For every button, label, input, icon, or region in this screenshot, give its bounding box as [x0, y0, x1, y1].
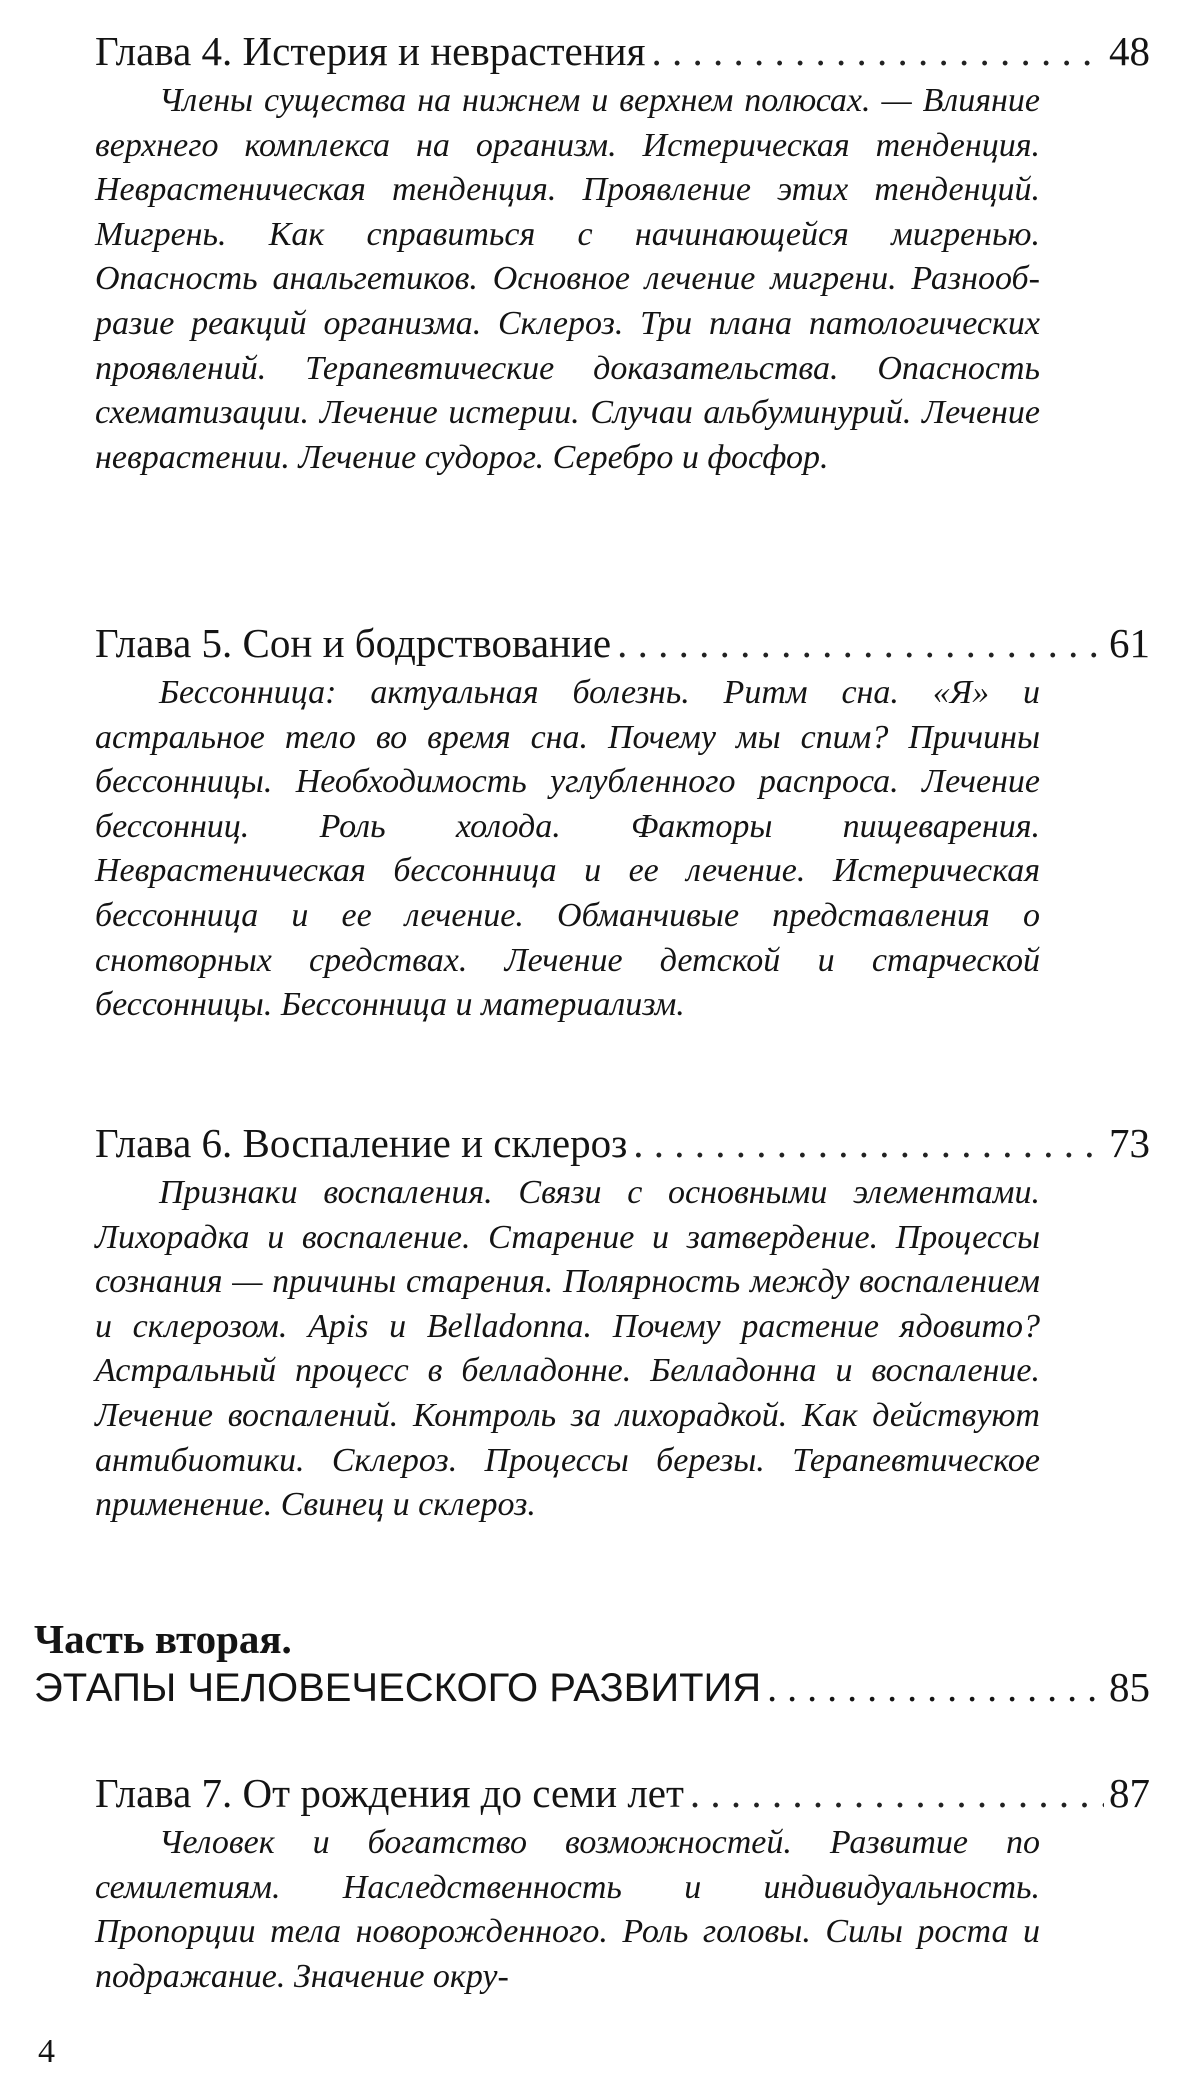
chapter-page-number: 87 [1109, 1770, 1150, 1816]
dot-leader [645, 26, 1104, 76]
chapter-heading [95, 1118, 1150, 1168]
chapter-summary: Признаки воспаления. Связи с основными элементами. Лихорадка и воспаление. Старение и затвердение. Процессы сознания — причины старения. Полярность между воспалением и склерозом. Apis и Belladonna. Почему растение ядовито? Астральный процесс в белладонне. Белладонна и воспаление. Лечение воспалений. Контроль за лихорадкой. Как действуют антибиотики. Склероз. Процессы березы. Терапевтическое применение. Свинец и склероз. [95, 1174, 1040, 1524]
dot-leader [611, 618, 1104, 668]
chapter-heading [95, 618, 1150, 668]
page-number: 4 [38, 2033, 55, 2070]
toc-chapter-5 [95, 618, 1150, 1028]
part-title: ЭТАПЫ ЧЕЛОВЕЧЕСКОГО РАЗВИТИЯ [34, 1666, 762, 1710]
chapter-summary: Человек и богатство возможностей. Развитие по семилетиям. Наследственность и индивидуальность. Пропорции тела новорожденного. Роль головы. Силы роста и подражание. Значение окру- [95, 1824, 1040, 1995]
dot-leader [684, 1768, 1104, 1818]
toc-chapter-7 [95, 1768, 1150, 1999]
chapter-title: Глава 4. Истерия и неврастения [95, 28, 646, 74]
part-label: Часть вторая. [34, 1616, 292, 1662]
chapter-heading [95, 1768, 1150, 1818]
toc-part-two [34, 1616, 1150, 1713]
chapter-summary: Члены существа на нижнем и верхнем полюсах. — Влияние верхнего комплекса на организм. Истерическая тенденция. Неврастеническая тенденция. Проявление этих тенденций. Мигрень. Как справиться с начинающейся мигренью. Опасность анальгетиков. Основное лечение мигрени. Разнообразие реакций организма. Склероз. Три плана патологических проявлений. Терапевтические доказательства. Опасность схематизации. Лечение истерии. Случаи альбуминурий. Лечение неврастении. Лечение судорог. Серебро и фосфор. [95, 82, 1040, 476]
chapter-page-number: 73 [1109, 1120, 1150, 1166]
chapter-title: Глава 7. От рождения до семи лет [95, 1770, 684, 1816]
chapter-title: Глава 6. Воспаление и склероз [95, 1120, 628, 1166]
chapter-page-number: 48 [1109, 28, 1150, 74]
toc-chapter-4 [95, 26, 1150, 480]
chapter-title: Глава 5. Сон и бодрствование [95, 620, 612, 666]
dot-leader [627, 1118, 1104, 1168]
part-heading [34, 1662, 1150, 1713]
chapter-heading [95, 26, 1150, 76]
chapter-summary: Бессонница: актуальная болезнь. Ритм сна. «Я» и астральное тело во время сна. Почему мы спим? Причины бессонницы. Необходимость углубленного распроса. Лечение бессонниц. Роль холода. Факторы пищеварения. Неврастеническая бессонница и ее лечение. Истерическая бессонница и ее лечение. Обманчивые представления о снотворных средствах. Лечение детской и старческой бессонницы. Бессонница и материализм. [95, 674, 1040, 1024]
dot-leader [761, 1663, 1109, 1713]
toc-chapter-6 [95, 1118, 1150, 1528]
part-page-number: 85 [1109, 1664, 1150, 1710]
chapter-page-number: 61 [1109, 620, 1150, 666]
